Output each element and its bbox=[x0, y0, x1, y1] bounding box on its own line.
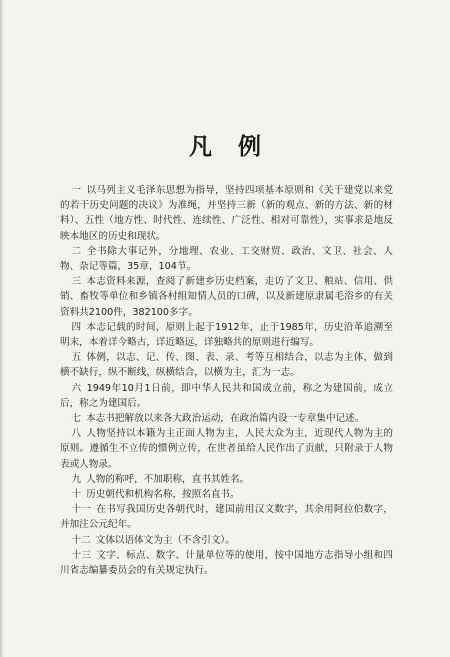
paragraph-12 bbox=[60, 533, 393, 548]
section-number: 九 bbox=[71, 473, 82, 485]
section-number: 一 bbox=[71, 185, 82, 196]
paragraph-1 bbox=[60, 183, 393, 244]
paragraph-9 bbox=[60, 472, 393, 487]
paragraph-4 bbox=[60, 320, 393, 350]
paragraph-11 bbox=[60, 502, 393, 532]
section-number: 八 bbox=[71, 428, 82, 440]
paragraph-text: 体例，以志、记、传、图、表、录、考等互相结合，以志为主体，做到横不缺行，纵不断线，纵横结合，以横为主，汇为一志。 bbox=[60, 352, 394, 379]
paragraph-text: 本志书把解放以来各大政治运动，在政治篇内设一专章集中记述。 bbox=[86, 413, 365, 425]
paragraph-10 bbox=[60, 487, 393, 502]
section-number: 十 bbox=[71, 489, 82, 501]
section-number: 十二 bbox=[71, 534, 91, 546]
paragraph-8 bbox=[60, 426, 393, 472]
paragraph-5 bbox=[60, 350, 393, 380]
paragraph-text: 1949年10月1日前，即中华人民共和国成立前，称之为建国前，成立后，称之为建国后。 bbox=[60, 382, 393, 409]
paragraph-text: 在书写我国历史各朝代时，建国前用汉文数字，其余用阿拉伯数字，并加注公元纪年。 bbox=[60, 504, 394, 531]
section-number: 三 bbox=[71, 276, 82, 288]
paragraph-text: 文字、标点、数字、计量单位等的使用，按中国地方志指导小组和四川省志编纂委员会的有关规定执行。 bbox=[60, 549, 394, 577]
section-number: 四 bbox=[71, 321, 82, 333]
paragraph-6 bbox=[60, 381, 393, 411]
paragraph-7 bbox=[60, 411, 393, 426]
paragraph-text: 以马列主义毛泽东思想为指导，坚持四项基本原则和《关于建党以来党的若干历史问题的决议》为准绳，并坚持三新（新的观点、新的方法、新的材料）、五性（地方性、时代性、连续性、广泛性、相对可靠性），实事求是地反映本地区的历史和现状。 bbox=[60, 185, 394, 242]
paragraph-3 bbox=[60, 274, 393, 320]
paragraph-text: 全书除大事记外，分地理、农业、工交财贸、政治、文卫、社会、人物、杂记等篇，35章，104节。 bbox=[60, 245, 394, 273]
section-number: 六 bbox=[71, 382, 82, 394]
paragraph-text: 人物的称呼，不加职称，直书其姓名。 bbox=[86, 473, 250, 485]
paragraph-text: 人物坚持以本籍为主正面人物为主，人民大众为主，近现代人物为主的原则。遵循生不立传的惯例立传，在世者虽给人民作出了贡献，只附录于人物表或人物录。 bbox=[60, 428, 394, 470]
section-number: 十三 bbox=[71, 549, 92, 561]
section-number: 二 bbox=[71, 245, 82, 257]
paragraph-2 bbox=[60, 244, 393, 274]
paragraph-text: 文体以语体文为主（不含引文）。 bbox=[95, 534, 235, 546]
section-number: 七 bbox=[71, 413, 82, 425]
paragraph-text: 历史朝代和机构名称，按照名直书。 bbox=[86, 489, 240, 501]
section-number: 五 bbox=[71, 352, 82, 364]
section-number: 十一 bbox=[71, 504, 92, 516]
scan-edge-shadow bbox=[0, 0, 4, 657]
page-title: 凡例 bbox=[189, 134, 287, 160]
paragraph-13 bbox=[60, 548, 393, 578]
paragraph-text: 本志资料来源，查阅了新建乡历史档案，走访了文卫、粮站、信用、供销、畜牧等单位和乡镇各村组知情人员的口碑，以及新建原隶属毛浴乡的有关资料共2100件，382100多字。 bbox=[60, 276, 394, 318]
paragraph-text: 本志记载的时间，原则上起于1912年，止于1985年，历史沿革追溯至明末，本着详今略古，详近略远，详独略共的原则进行编写。 bbox=[60, 321, 393, 349]
document-body bbox=[60, 183, 393, 578]
